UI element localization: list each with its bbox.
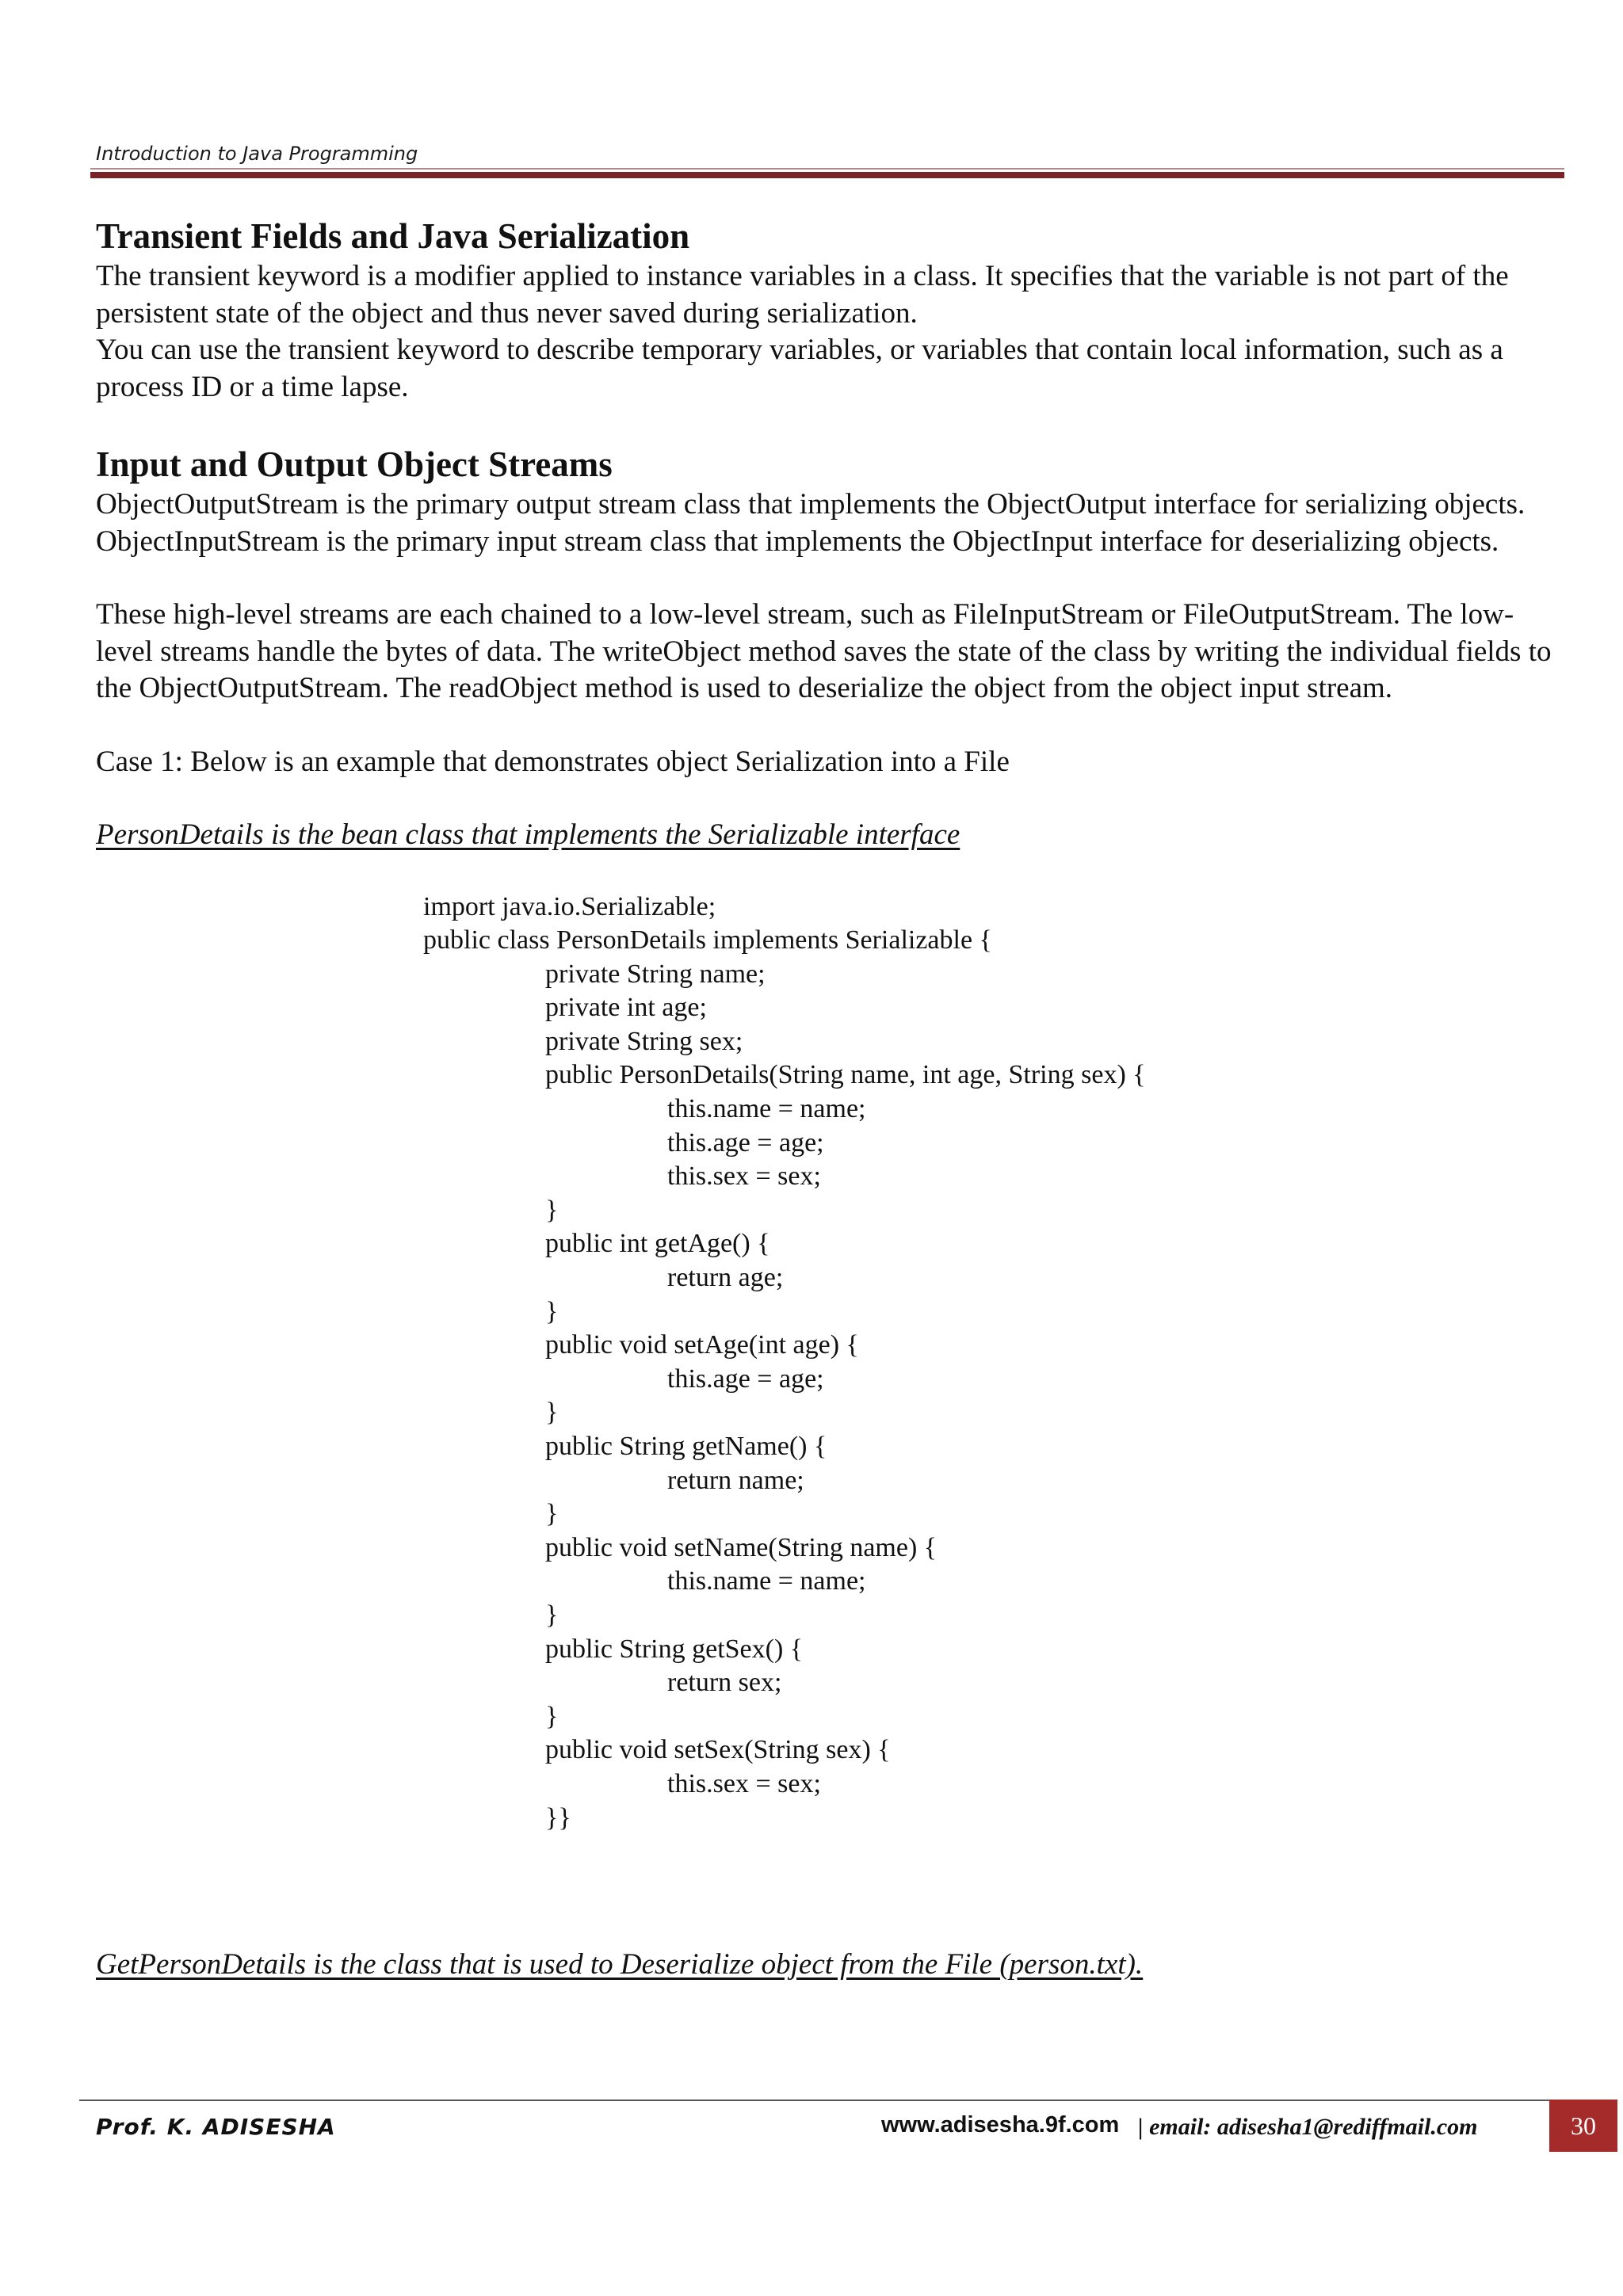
code-line: this.name = name; xyxy=(667,1566,866,1596)
code-line: } xyxy=(545,1296,559,1326)
code-line: } xyxy=(545,1701,559,1731)
spacer xyxy=(96,707,1562,744)
code-line: } xyxy=(545,1195,559,1225)
code-line: this.age = age; xyxy=(667,1363,824,1394)
code-line: } xyxy=(545,1398,559,1428)
code-line: this.sex = sex; xyxy=(667,1161,821,1192)
code-line: return sex; xyxy=(667,1668,782,1698)
code-line: import java.io.Serializable; xyxy=(423,891,716,921)
code-line: }} xyxy=(545,1802,571,1833)
paragraph-streams-2: These high-level streams are each chained to a low-level stream, such as FileInputStream or FileOutputStream. The low-level streams handle the bytes of data. The writeObject method saves the state of the class by writing the individual fields to the ObjectOutputStream. The readObject method is used to deserialize the object from the object input stream. xyxy=(96,598,1552,704)
code-line: private String sex; xyxy=(545,1026,743,1056)
running-header: Introduction to Java Programming xyxy=(96,143,418,165)
paragraph-transient-2: You can use the transient keyword to describe temporary variables, or variables that contain local information, such as a process ID or a time lapse. xyxy=(96,334,1503,403)
code-line: public String getName() { xyxy=(545,1432,827,1461)
code-line: this.name = name; xyxy=(667,1094,866,1124)
code-line: private int age; xyxy=(545,993,707,1023)
spacer xyxy=(96,560,1562,597)
code-line: public String getSex() { xyxy=(545,1634,804,1664)
footer-email: | email: adisesha1@rediffmail.com xyxy=(1138,2114,1478,2140)
code-line: public void setName(String name) { xyxy=(545,1532,938,1562)
spacer xyxy=(96,406,1562,442)
code-listing xyxy=(423,891,1562,1836)
code-line: public int getAge() { xyxy=(545,1229,770,1259)
code-line: } xyxy=(545,1499,559,1529)
page-content xyxy=(96,214,1562,1835)
header-rule-accent xyxy=(90,172,1564,178)
section-heading-streams: Input and Output Object Streams xyxy=(96,444,613,484)
caption-person-details: PersonDetails is the bean class that implements the Serializable interface xyxy=(96,818,960,851)
code-line: public void setAge(int age) { xyxy=(545,1330,859,1360)
spacer xyxy=(96,780,1562,817)
section-heading-transient: Transient Fields and Java Serialization xyxy=(96,216,690,256)
code-line: } xyxy=(545,1600,559,1630)
paragraph-transient-1: The transient keyword is a modifier applied to instance variables in a class. It specifies that the variable is not part of the persistent state of the object and thus never saved during serialization. xyxy=(96,260,1509,330)
footer-website: www.adisesha.9f.com xyxy=(881,2112,1120,2138)
footer-rule xyxy=(79,2100,1552,2101)
code-line: public PersonDetails(String name, int age, String sex) { xyxy=(545,1060,1146,1090)
code-line: return age; xyxy=(667,1263,784,1293)
footer-author: Prof. K. ADISESHA xyxy=(96,2114,336,2140)
paragraph-streams-1: ObjectOutputStream is the primary output stream class that implements the ObjectOutput interface for serializing objects. ObjectInputStream is the primary input stream class that implements the ObjectInput interface for deserializing objects. xyxy=(96,488,1526,558)
code-line: this.age = age; xyxy=(667,1127,824,1158)
page-number-badge: 30 xyxy=(1549,2100,1617,2152)
code-line: this.sex = sex; xyxy=(667,1768,821,1798)
header-rule xyxy=(90,168,1564,170)
caption-get-person-details: GetPersonDetails is the class that is used to Deserialize object from the File (person.txt). xyxy=(96,1948,1144,1981)
case-1-intro: Case 1: Below is an example that demonstrates object Serialization into a File xyxy=(96,745,1010,778)
code-line: public void setSex(String sex) { xyxy=(545,1735,891,1765)
code-line: public class PersonDetails implements Serializable { xyxy=(423,925,992,955)
code-line: private String name; xyxy=(545,959,766,989)
code-line: return name; xyxy=(667,1465,804,1495)
